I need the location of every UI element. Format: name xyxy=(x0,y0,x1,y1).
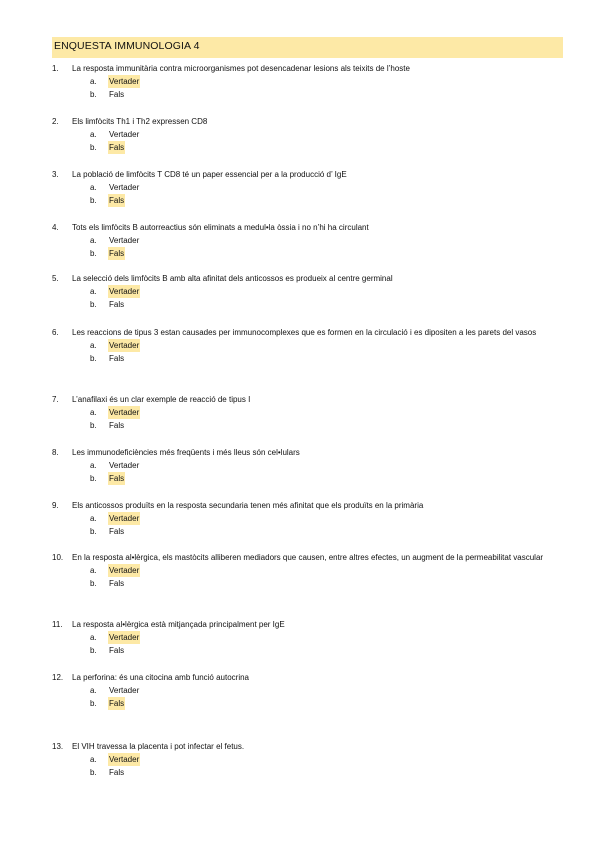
question-item xyxy=(52,671,567,710)
option-label: Vertader xyxy=(109,461,140,470)
question-stem xyxy=(52,446,567,459)
question-number: 4. xyxy=(52,223,59,232)
option-label-highlighted: Vertader xyxy=(109,287,140,296)
option-letter: b. xyxy=(90,90,97,99)
question-text: La població de limfòcits T CD8 té un paper essencial per a la producció d’ IgE xyxy=(72,170,347,179)
question-text: En la resposta al•lèrgica, els mastòcits alliberen mediadors que causen, entre altres efectes, un augment de la permeabilitat vascular xyxy=(72,553,544,562)
option-letter: b. xyxy=(90,699,97,708)
answer-options xyxy=(52,564,567,590)
answer-option[interactable] xyxy=(52,285,567,298)
question-number: 13. xyxy=(52,742,64,751)
question-item xyxy=(52,221,567,260)
option-letter: a. xyxy=(90,236,97,245)
answer-option[interactable] xyxy=(52,753,567,766)
question-item xyxy=(52,446,567,485)
question-item xyxy=(52,393,567,432)
option-letter: a. xyxy=(90,130,97,139)
document-title-bar xyxy=(52,37,563,58)
option-label: Fals xyxy=(109,579,125,588)
answer-options xyxy=(52,128,567,154)
question-number: 12. xyxy=(52,673,64,682)
question-item xyxy=(52,551,567,590)
answer-option[interactable] xyxy=(52,459,567,472)
option-label-highlighted: Vertader xyxy=(109,514,140,523)
answer-option[interactable] xyxy=(52,128,567,141)
question-stem xyxy=(52,272,567,285)
question-number: 7. xyxy=(52,395,59,404)
question-item xyxy=(52,168,567,207)
option-label-highlighted: Vertader xyxy=(109,566,140,575)
answer-option[interactable] xyxy=(52,298,567,311)
question-item xyxy=(52,115,567,154)
question-text: La selecció dels limfòcits B amb alta afinitat dels anticossos es produeix al centre germinal xyxy=(72,274,393,283)
option-letter: a. xyxy=(90,408,97,417)
option-letter: a. xyxy=(90,341,97,350)
option-letter: b. xyxy=(90,421,97,430)
option-label: Fals xyxy=(109,768,125,777)
question-text: La resposta al•lèrgica està mitjançada principalment per IgE xyxy=(72,620,285,629)
answer-option[interactable] xyxy=(52,525,567,538)
option-label-highlighted: Vertader xyxy=(109,408,140,417)
option-label: Fals xyxy=(109,421,125,430)
answer-options xyxy=(52,459,567,485)
answer-option[interactable] xyxy=(52,577,567,590)
question-stem xyxy=(52,221,567,234)
question-item xyxy=(52,62,567,101)
question-stem xyxy=(52,551,567,564)
question-text: Les reaccions de tipus 3 estan causades per immunocomplexes que es formen en la circulació i es dipositen a les parets del vasos xyxy=(72,328,537,337)
question-text: La perforina: és una citocina amb funció autocrina xyxy=(72,673,249,682)
question-number: 2. xyxy=(52,117,59,126)
question-text: Tots els limfòcits B autorreactius són eliminats a medul•la òssia i no n’hi ha circulant xyxy=(72,223,369,232)
question-stem xyxy=(52,671,567,684)
answer-options xyxy=(52,684,567,710)
answer-option[interactable] xyxy=(52,194,567,207)
question-stem xyxy=(52,168,567,181)
answer-option[interactable] xyxy=(52,684,567,697)
option-letter: b. xyxy=(90,527,97,536)
question-text: Les immunodeficiències més freqüents i més lleus són cel•lulars xyxy=(72,448,300,457)
answer-option[interactable] xyxy=(52,181,567,194)
question-item xyxy=(52,326,567,365)
answer-options xyxy=(52,753,567,779)
option-letter: b. xyxy=(90,474,97,483)
question-text: La resposta immunitària contra microorganismes pot desencadenar lesions als teixits de l’hoste xyxy=(72,64,410,73)
question-stem xyxy=(52,326,567,339)
option-label-highlighted: Vertader xyxy=(109,341,140,350)
answer-option[interactable] xyxy=(52,88,567,101)
answer-options xyxy=(52,285,567,311)
option-letter: b. xyxy=(90,646,97,655)
option-label: Vertader xyxy=(109,183,140,192)
option-letter: a. xyxy=(90,566,97,575)
option-letter: b. xyxy=(90,354,97,363)
option-letter: b. xyxy=(90,249,97,258)
answer-options xyxy=(52,234,567,260)
option-letter: b. xyxy=(90,579,97,588)
option-letter: a. xyxy=(90,287,97,296)
answer-option[interactable] xyxy=(52,472,567,485)
option-label: Fals xyxy=(109,354,125,363)
option-label: Fals xyxy=(109,300,125,309)
question-text: Els limfòcits Th1 i Th2 expressen CD8 xyxy=(72,117,208,126)
option-letter: a. xyxy=(90,461,97,470)
question-number: 11. xyxy=(52,620,63,629)
option-letter: a. xyxy=(90,183,97,192)
answer-options xyxy=(52,512,567,538)
answer-options xyxy=(52,406,567,432)
question-number: 6. xyxy=(52,328,59,337)
question-number: 1. xyxy=(52,64,59,73)
answer-option[interactable] xyxy=(52,339,567,352)
option-label-highlighted: Fals xyxy=(109,699,125,708)
option-letter: a. xyxy=(90,686,97,695)
question-text: El VIH travessa la placenta i pot infectar el fetus. xyxy=(72,742,245,751)
option-label: Vertader xyxy=(109,236,140,245)
option-label-highlighted: Fals xyxy=(109,143,125,152)
answer-option[interactable] xyxy=(52,247,567,260)
question-number: 3. xyxy=(52,170,59,179)
answer-option[interactable] xyxy=(52,406,567,419)
answer-option[interactable] xyxy=(52,352,567,365)
option-label: Fals xyxy=(109,527,125,536)
option-label: Vertader xyxy=(109,686,140,695)
question-stem xyxy=(52,115,567,128)
question-number: 9. xyxy=(52,501,59,510)
question-stem xyxy=(52,62,567,75)
option-label-highlighted: Vertader xyxy=(109,77,140,86)
answer-option[interactable] xyxy=(52,75,567,88)
option-letter: b. xyxy=(90,143,97,152)
question-stem xyxy=(52,499,567,512)
option-letter: a. xyxy=(90,755,97,764)
answer-option[interactable] xyxy=(52,141,567,154)
question-item xyxy=(52,499,567,538)
answer-option[interactable] xyxy=(52,631,567,644)
answer-option[interactable] xyxy=(52,697,567,710)
question-item xyxy=(52,272,567,311)
question-stem xyxy=(52,740,567,753)
answer-option[interactable] xyxy=(52,419,567,432)
question-text: Els anticossos produïts en la resposta secundaria tenen més afinitat que els produïts en la primària xyxy=(72,501,424,510)
option-label-highlighted: Vertader xyxy=(109,755,140,764)
document-title: ENQUESTA IMMUNOLOGIA 4 xyxy=(54,40,200,52)
option-letter: a. xyxy=(90,514,97,523)
question-text: L’anafilaxi és un clar exemple de reacció de tipus I xyxy=(72,395,251,404)
question-number: 8. xyxy=(52,448,59,457)
option-label-highlighted: Fals xyxy=(109,196,125,205)
answer-options xyxy=(52,339,567,365)
option-label: Vertader xyxy=(109,130,140,139)
option-label-highlighted: Fals xyxy=(109,474,125,483)
answer-options xyxy=(52,631,567,657)
option-letter: b. xyxy=(90,196,97,205)
answer-option[interactable] xyxy=(52,564,567,577)
question-number: 10. xyxy=(52,553,64,562)
question-stem xyxy=(52,618,567,631)
question-item xyxy=(52,740,567,779)
option-label: Fals xyxy=(109,646,125,655)
option-letter: b. xyxy=(90,768,97,777)
answer-options xyxy=(52,75,567,101)
question-item xyxy=(52,618,567,657)
answer-option[interactable] xyxy=(52,766,567,779)
option-letter: b. xyxy=(90,300,97,309)
option-label: Fals xyxy=(109,90,125,99)
answer-option[interactable] xyxy=(52,644,567,657)
option-label-highlighted: Vertader xyxy=(109,633,140,642)
question-number: 5. xyxy=(52,274,59,283)
answer-option[interactable] xyxy=(52,234,567,247)
question-stem xyxy=(52,393,567,406)
answer-options xyxy=(52,181,567,207)
option-label-highlighted: Fals xyxy=(109,249,125,258)
option-letter: a. xyxy=(90,77,97,86)
answer-option[interactable] xyxy=(52,512,567,525)
option-letter: a. xyxy=(90,633,97,642)
